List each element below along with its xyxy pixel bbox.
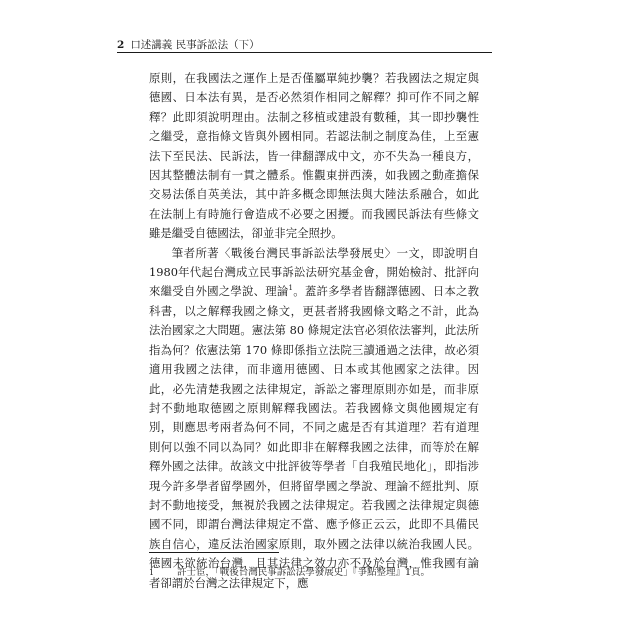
- footnote-rule: [149, 552, 279, 553]
- paragraph-2: [149, 244, 479, 593]
- footnote-reference[interactable]: 1: [288, 284, 293, 293]
- header-rule: [117, 52, 492, 53]
- running-title: 口述講義 民事訴訟法（下）: [130, 39, 260, 51]
- running-header: [117, 37, 260, 52]
- body-text: [149, 69, 479, 593]
- paragraph-2-part-a: 筆者所著〈戰後台灣民事訴訟法學發展史〉一文，即說明自1980年代起台灣成立民事訴訟法研究基金會，開始檢討、批評向來繼受自外國之學說、理論: [149, 245, 479, 299]
- footnote-text: 許士宦，「戰後台灣民事訴訟法學發展史」『爭點整理』1頁。: [177, 567, 431, 578]
- paragraph-1: 原則，在我國法之運作上是否僅屬單純抄襲？若我國法之規定與德國、日本法有異，是否必然須作相同之解釋？抑可作不同之解釋？此即須說明理由。法制之移植或建設有數種，其一即抄襲性之繼受，意指條文皆與外國相同。若認法制之制度為佳，上至憲法下至民法、民訴法，皆一律翻譯成中文，亦不失為一種良方，因其整體法制有一貫之體系。惟觀東拼西湊，如我國之動產擔保交易法係自英美法，其中許多概念即無法與大陸法系融合，如此在法制上有時施行會造成不必要之困擾。而我國民訴法有些條文雖是繼受自德國法，卻並非完全照抄。: [149, 71, 479, 241]
- footnote-number: 1: [149, 568, 155, 577]
- page-number: 2: [117, 38, 125, 51]
- paragraph-2-part-b: 。蓋許多學者皆翻譯德國、日本之教科書，以之解釋我國之條文，更甚者將我國條文略之不計，此為法治國家之大問題。憲法第 80 條規定法官必須依法審判，此法所指為何？依憲法第 170 條即係指立法院三讀通過之法律，故必須適用我國之法律，而非適用德國、日本或其他國家之法律。因此，必先清楚我國之法律規定，訴訟之審理原則亦如是，而非原封不動地取德國之原則解釋我國法。若我國條文與他國規定有別，則應思考兩者為何不同，不同之處是否有其道理？若有道理則何以強不同以為同？如此即非在解釋我國之法律，而等於在解釋外國之法律。故該文中批評彼等學者「自我殖民地化」，即指涉現今許多學者留學國外，但將留學國之學說、理論不經批判、原封不動地接受，無視於我國之法律規定。若我國之法律規定與德國不同，即謂台灣法律規定不當、應予修正云云，此即不具備民族自信心，違反法治國家原則，取外國之法律以統治我國人民。德國未欲統治台灣，且其法律之效力亦不及於台灣，惟我國有論者卻謂於台灣之法律規定下，應: [149, 284, 479, 590]
- footnote: [149, 566, 479, 580]
